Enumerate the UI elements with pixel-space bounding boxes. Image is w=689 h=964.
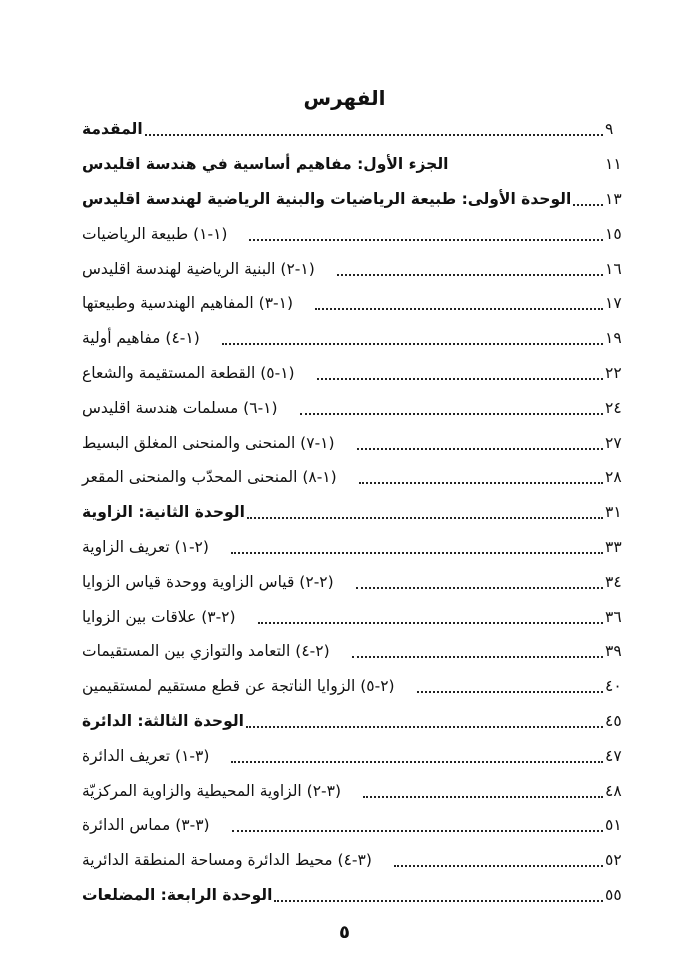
- toc-entry-title: (١-٧) المنحنى والمنحنى المغلق البسيط: [82, 433, 335, 452]
- toc-entry-page: ٥١: [605, 816, 622, 835]
- toc-entry: [82, 843, 627, 878]
- dot-leader: [246, 726, 603, 728]
- dot-leader: [249, 239, 603, 241]
- toc-entry-title: (١-٤) مفاهيم أولية: [82, 329, 200, 348]
- toc-entry-page: ٣٣: [605, 537, 622, 556]
- toc-entry-page: ١٧: [605, 294, 622, 313]
- dot-leader: [232, 830, 603, 832]
- toc-entry-page: ١٦: [605, 259, 622, 278]
- toc-entry-title: الوحدة الثانية: الزاوية: [82, 503, 245, 522]
- toc-entry: [82, 773, 627, 808]
- table-of-contents: [82, 112, 627, 912]
- toc-entry: [82, 425, 627, 460]
- toc-entry-title: (١-١) طبيعة الرياضيات: [82, 224, 228, 243]
- toc-entry-page: ١٩: [605, 329, 622, 348]
- dot-leader: [337, 274, 603, 276]
- dot-leader: [359, 482, 603, 484]
- toc-entry: [82, 286, 627, 321]
- dot-leader: [247, 517, 603, 519]
- toc-entry-page: ٤٥: [605, 711, 622, 730]
- page-number: ٥: [339, 922, 350, 943]
- toc-entry-page: ١٣: [605, 189, 622, 208]
- toc-entry-title: الوحدة الأولى: طبيعة الرياضيات والبنية الرياضية لهندسة اقليدس: [82, 189, 572, 208]
- toc-entry: [82, 599, 627, 634]
- toc-entry-page: ٥٥: [605, 885, 622, 904]
- dot-leader: [573, 204, 603, 206]
- toc-entry-page: ٥٢: [605, 851, 622, 870]
- toc-entry-page: ٤٠: [605, 677, 622, 696]
- toc-entry-page: ١٥: [605, 224, 622, 243]
- toc-entry: [82, 878, 627, 913]
- toc-entry-title: (٢-٢) قياس الزاوية ووحدة قياس الزوايا: [82, 572, 334, 591]
- page-title: الفهرس: [303, 86, 386, 110]
- toc-entry-page: ٣٩: [605, 642, 622, 661]
- dot-leader: [145, 134, 603, 136]
- dot-leader: [317, 378, 603, 380]
- toc-entry-title: (٢-٥) الزوايا الناتجة عن قطع مستقيم لمستقيمين: [82, 677, 395, 696]
- dot-leader: [315, 308, 603, 310]
- toc-entry-title: (٢-٣) علاقات بين الزوايا: [82, 607, 236, 626]
- toc-entry-title: (١-٨) المنحنى المحدّب والمنحنى المقعر: [82, 468, 337, 487]
- toc-entry: [82, 390, 627, 425]
- toc-entry: [82, 495, 627, 530]
- toc-entry: [82, 530, 627, 565]
- toc-entry-title: (٣-٢) الزاوية المحيطية والزاوية المركزيّة: [82, 781, 342, 800]
- toc-entry: [82, 112, 627, 147]
- toc-entry: [82, 321, 627, 356]
- toc-entry-title: (١-٥) القطعة المستقيمة والشعاع: [82, 363, 295, 382]
- toc-entry: [82, 147, 627, 182]
- toc-entry-page: ٤٧: [605, 746, 622, 765]
- toc-entry-page: ٢٤: [605, 398, 622, 417]
- toc-entry-title: الجزء الأول: مفاهيم أساسية في هندسة اقليدس: [82, 155, 449, 174]
- dot-leader: [352, 656, 603, 658]
- dot-leader: [258, 622, 603, 624]
- dot-leader: [417, 691, 603, 693]
- dot-leader: [300, 413, 603, 415]
- toc-entry: [82, 704, 627, 739]
- dot-leader: [222, 343, 603, 345]
- dot-leader: [394, 865, 603, 867]
- toc-entry: [82, 564, 627, 599]
- toc-entry: [82, 634, 627, 669]
- toc-entry: [82, 356, 627, 391]
- toc-entry-title: (١-٢) البنية الرياضية لهندسة اقليدس: [82, 259, 315, 278]
- toc-entry-page: ٢٨: [605, 468, 622, 487]
- dot-leader: [274, 900, 603, 902]
- dot-leader: [357, 448, 603, 450]
- toc-entry-page: ٣٦: [605, 607, 622, 626]
- toc-entry-title: (١-٣) المفاهيم الهندسية وطبيعتها: [82, 294, 294, 313]
- toc-entry-page: ٣٤: [605, 572, 622, 591]
- toc-entry: [82, 669, 627, 704]
- toc-entry-page: ١١: [605, 155, 622, 174]
- toc-entry-title: (٢-١) تعريف الزاوية: [82, 537, 209, 556]
- toc-entry-title: المقدمة: [82, 120, 143, 139]
- toc-entry-title: (٢-٤) التعامد والتوازي بين المستقيمات: [82, 642, 330, 661]
- toc-entry-page: ٤٨: [605, 781, 622, 800]
- toc-entry: [82, 460, 627, 495]
- toc-entry-title: (١-٦) مسلمات هندسة اقليدس: [82, 398, 278, 417]
- toc-entry-title: (٣-٣) مماس الدائرة: [82, 816, 210, 835]
- toc-entry-title: (٣-٤) محيط الدائرة ومساحة المنطقة الدائرية: [82, 851, 372, 870]
- toc-entry-page: ٣١: [605, 503, 622, 522]
- dot-leader: [231, 552, 603, 554]
- toc-entry: [82, 216, 627, 251]
- dot-leader: [363, 796, 603, 798]
- toc-entry: [82, 738, 627, 773]
- toc-entry-page: ٩: [605, 120, 614, 139]
- toc-entry-title: الوحدة الثالثة: الدائرة: [82, 711, 244, 730]
- toc-entry-title: الوحدة الرابعة: المضلعات: [82, 885, 273, 904]
- toc-entry: [82, 251, 627, 286]
- toc-entry-page: ٢٧: [605, 433, 622, 452]
- toc-entry: [82, 182, 627, 217]
- toc-entry: [82, 808, 627, 843]
- toc-entry-title: (٣-١) تعريف الدائرة: [82, 746, 210, 765]
- dot-leader: [356, 587, 603, 589]
- toc-entry-page: ٢٢: [605, 363, 622, 382]
- dot-leader: [231, 761, 603, 763]
